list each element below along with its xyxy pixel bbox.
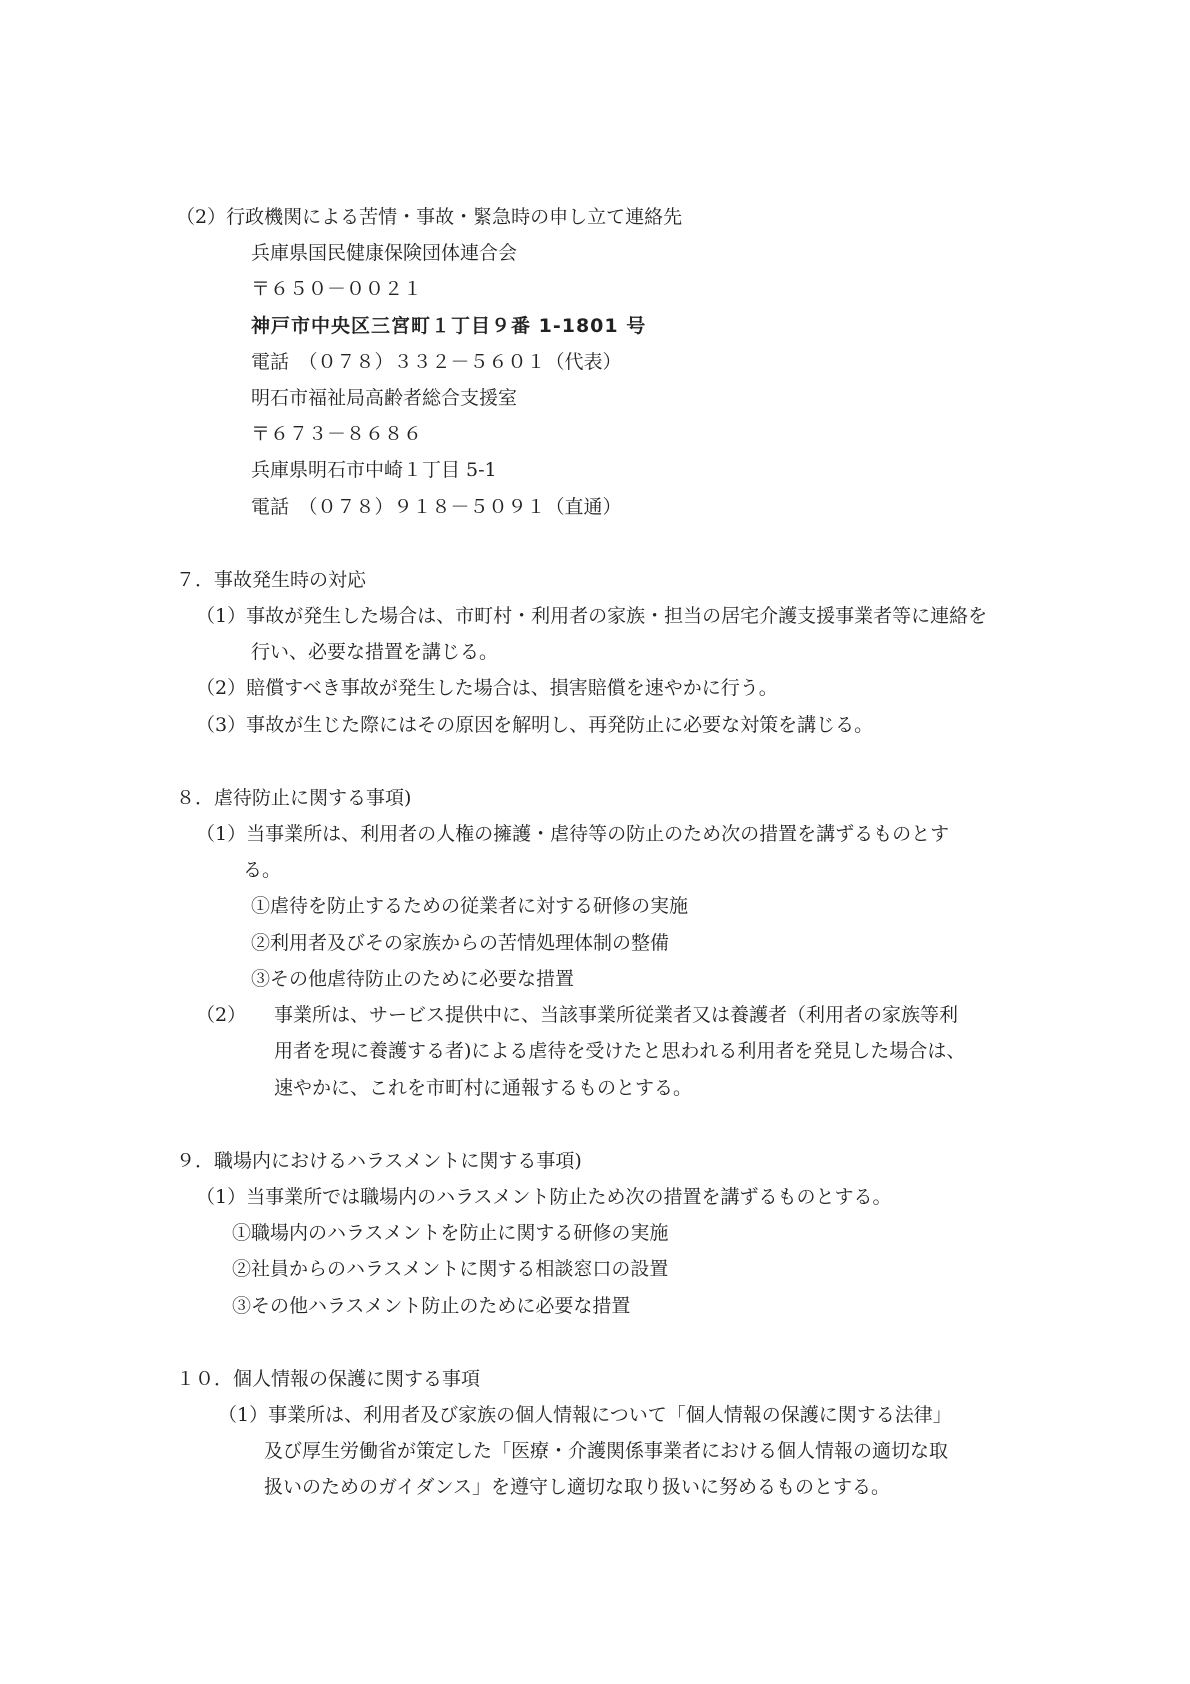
- org1-name: 兵庫県国民健康保険団体連合会: [251, 242, 518, 264]
- section8-item2-line1: 事業所は、サービス提供中に、当該事業所従業者又は養護者（利用者の家族等利: [274, 1004, 959, 1026]
- section9-title: ９．職場内におけるハラスメントに関する事項): [176, 1150, 582, 1172]
- org1-phone: 電話 （０７８）３３２－５６０１（代表）: [251, 351, 622, 373]
- org2-name: 明石市福祉局高齢者総合支援室: [251, 387, 518, 409]
- section7-item3: （3）事故が生じた際にはその原因を解明し、再発防止に必要な対策を講じる。: [196, 714, 874, 736]
- section10-title: １０．個人情報の保護に関する事項: [176, 1368, 481, 1390]
- org1-address: 神戸市中央区三宮町１丁目９番 1-1801 号: [251, 315, 647, 337]
- section9-sub1: ①職場内のハラスメントを防止に関する研修の実施: [232, 1222, 669, 1244]
- section7-title: ７．事故発生時の対応: [176, 569, 367, 591]
- org2-postal: 〒６７３－８６８６: [251, 423, 423, 445]
- section7-item1-line2: 行い、必要な措置を講じる。: [251, 641, 499, 663]
- section9-sub2: ②社員からのハラスメントに関する相談窓口の設置: [232, 1258, 669, 1280]
- contact-heading: （2）行政機関による苦情・事故・緊急時の申し立て連絡先: [176, 206, 683, 228]
- section7-item2: （2）賠償すべき事故が発生した場合は、損害賠償を速やかに行う。: [196, 677, 778, 699]
- section10-item1-line2: 及び厚生労働省が策定した「医療・介護関係事業者における個人情報の適切な取: [264, 1440, 949, 1462]
- section8-title: ８．虐待防止に関する事項): [176, 787, 412, 809]
- section10-item1-line1: （1）事業所は、利用者及び家族の個人情報について「個人情報の保護に関する法律」: [218, 1404, 952, 1426]
- section8-sub1: ①虐待を防止するための従業者に対する研修の実施: [251, 895, 689, 917]
- section10-item1-line3: 扱いのためのガイダンス」を遵守し適切な取り扱いに努めるものとする。: [264, 1476, 891, 1498]
- org2-phone: 電話 （０７８）９１８－５０９１（直通）: [251, 496, 622, 518]
- section9-item1: （1）当事業所では職場内のハラスメント防止ため次の措置を講ずるものとする。: [196, 1186, 892, 1208]
- section8-item2-marker: （2）: [196, 1004, 247, 1026]
- section9-sub3: ③その他ハラスメント防止のために必要な措置: [232, 1295, 631, 1317]
- section8-item1-line1: （1）当事業所は、利用者の人権の擁護・虐待等の防止のため次の措置を講ずるものとす: [196, 823, 950, 845]
- org2-address: 兵庫県明石市中崎１丁目 5-1: [251, 459, 497, 481]
- section8-item2-line2: 用者を現に養護する者)による虐待を受けたと思われる利用者を発見した場合は、: [274, 1040, 966, 1062]
- org1-postal: 〒６５０－００２１: [251, 278, 423, 300]
- section7-item1-line1: （1）事故が発生した場合は、市町村・利用者の家族・担当の居宅介護支援事業者等に連絡を: [196, 605, 988, 627]
- section8-sub2: ②利用者及びその家族からの苦情処理体制の整備: [251, 932, 670, 954]
- section8-item2-line3: 速やかに、これを市町村に通報するものとする。: [274, 1077, 693, 1099]
- section8-item1-line2: る。: [243, 859, 282, 881]
- section8-sub3: ③その他虐待防止のために必要な措置: [251, 968, 575, 990]
